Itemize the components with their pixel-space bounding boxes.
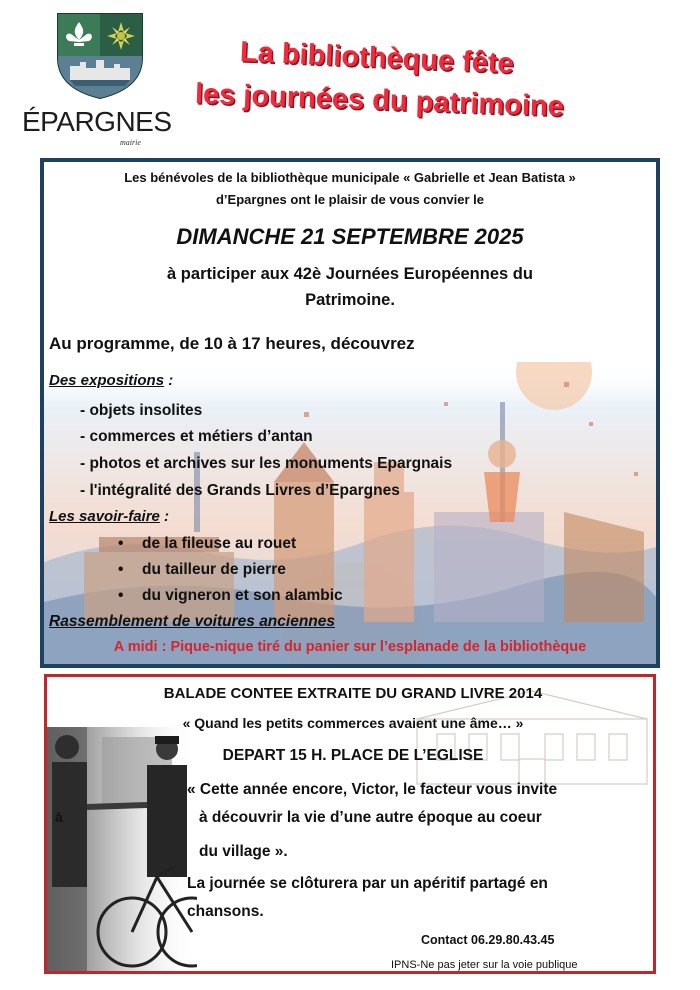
savoir-faire-item bbox=[118, 561, 286, 579]
exposition-item: - l'intégralité des Grands Livres d’Epargnes bbox=[80, 482, 400, 499]
savoir-faire-text: du vigneron et son alambic bbox=[142, 587, 343, 604]
balade-heading: BALADE CONTEE EXTRAITE DU GRAND LIVRE 2014 bbox=[163, 685, 543, 702]
balade-quote: « Quand les petits commerces avaient une âme… » bbox=[182, 715, 524, 731]
title-line-1: La bibliothèque fête bbox=[239, 36, 515, 80]
heading-colon: : bbox=[164, 372, 174, 389]
victor-line-1: « Cette année encore, Victor, le facteur vous invite bbox=[187, 781, 558, 798]
programme-line: Au programme, de 10 à 17 heures, découvrez bbox=[49, 334, 415, 353]
invitation-box bbox=[40, 158, 660, 668]
town-subtitle: mairie bbox=[120, 138, 141, 147]
victor-line-3: du village ». bbox=[199, 843, 288, 860]
bullet: • bbox=[118, 587, 124, 604]
title-line-2: les journées du patrimoine bbox=[194, 78, 565, 123]
rassemblement-text: Rassemblement de voitures anciennes bbox=[49, 613, 336, 630]
savoir-faire-text: de la fileuse au rouet bbox=[142, 535, 297, 552]
journee-line-1: La journée se clôturera par un apéritif partagé en bbox=[187, 875, 548, 892]
victor-stray-a: à bbox=[55, 809, 63, 825]
savoir-faire-heading-text: Les savoir-faire bbox=[49, 508, 160, 525]
intro-line-2: d’Epargnes ont le plaisir de vous convier le bbox=[215, 192, 485, 207]
savoir-faire-heading bbox=[49, 508, 169, 525]
savoir-faire-item bbox=[118, 587, 343, 605]
ipns-notice: IPNS-Ne pas jeter sur la voie publique bbox=[391, 959, 578, 971]
journee-line-2: chansons. bbox=[187, 903, 264, 920]
savoir-faire-item bbox=[118, 535, 296, 553]
exposition-item: - photos et archives sur les monuments Epargnais bbox=[80, 455, 453, 472]
depart-info: DEPART 15 H. PLACE DE L’EGLISE bbox=[222, 747, 484, 764]
participate-line-2: Patrimoine. bbox=[305, 291, 395, 309]
event-date: DIMANCHE 21 SEPTEMBRE 2025 bbox=[176, 224, 524, 249]
rassemblement-heading bbox=[49, 613, 335, 631]
expositions-heading bbox=[49, 372, 173, 389]
town-name: ÉPARGNES bbox=[22, 106, 172, 137]
contact-phone: Contact 06.29.80.43.45 bbox=[421, 933, 555, 947]
exposition-item: - objets insolites bbox=[80, 402, 203, 419]
intro-line-1: Les bénévoles de la bibliothèque municipale « Gabrielle et Jean Batista » bbox=[124, 170, 576, 185]
heading-colon: : bbox=[159, 508, 170, 525]
bullet: • bbox=[118, 535, 124, 552]
midi-notice: A midi : Pique-nique tiré du panier sur l’esplanade de la bibliothèque bbox=[113, 639, 587, 655]
savoir-faire-text: du tailleur de pierre bbox=[142, 561, 286, 578]
bullet: • bbox=[118, 561, 124, 578]
participate-line-1: à participer aux 42è Journées Européennes du bbox=[167, 265, 533, 283]
victor-line-2: à découvrir la vie d’une autre époque au coeur bbox=[199, 809, 542, 826]
coat-of-arms-icon bbox=[50, 10, 150, 100]
exposition-item: - commerces et métiers d’antan bbox=[80, 428, 313, 445]
expositions-heading-text: Des expositions bbox=[49, 372, 165, 389]
balade-box bbox=[44, 674, 656, 974]
